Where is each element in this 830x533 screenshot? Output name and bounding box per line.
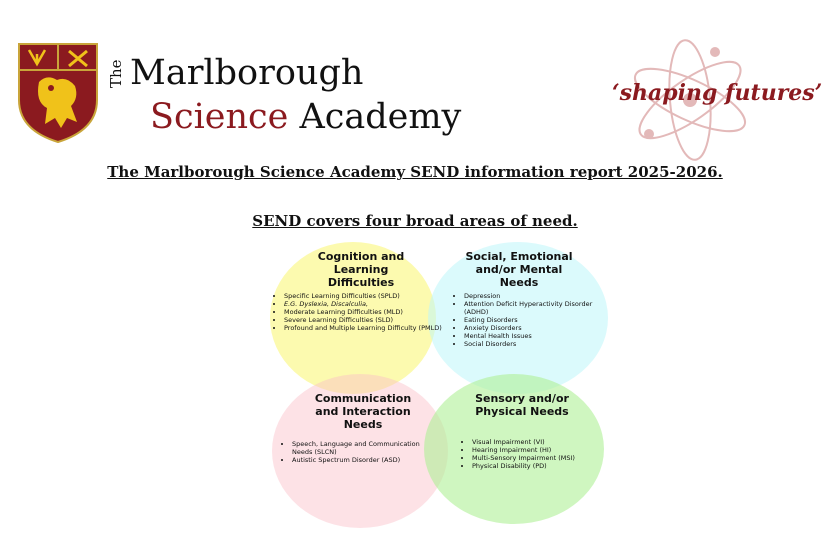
list-item: • Attention Deficit Hyperactivity Disorder (ADHD) (464, 300, 604, 316)
list-item: • Multi-Sensory Impairment (MSI) (472, 454, 612, 462)
social-list (452, 292, 604, 348)
list-item: • Moderate Learning Difficulties (MLD) (284, 308, 444, 316)
cognition-title: Cognition and Learning Difficulties (317, 250, 405, 289)
list-item: • Mental Health Issues (464, 332, 604, 340)
list-item: • Visual Impairment (VI) (472, 438, 612, 446)
communication-list (280, 440, 442, 464)
sensory-title: Sensory and/or Physical Needs (475, 392, 569, 418)
list-item: • Eating Disorders (464, 316, 604, 324)
school-crest-icon (17, 42, 99, 144)
school-name-line1: Marlborough (130, 53, 364, 93)
subtitle: SEND covers four broad areas of need. (252, 212, 578, 230)
school-name-science: Science (150, 97, 289, 137)
list-item: • Physical Disability (PD) (472, 462, 612, 470)
list-item: • Speech, Language and Communication Needs (SLCN) (292, 440, 442, 456)
send-needs-venn-diagram (258, 234, 614, 528)
cognition-list (272, 292, 444, 332)
list-item: • Specific Learning Difficulties (SPLD) (284, 292, 444, 300)
list-item: • Autistic Spectrum Disorder (ASD) (292, 456, 442, 464)
school-name-academy: Academy (288, 97, 462, 137)
report-title: The Marlborough Science Academy SEND information report 2025-2026. (107, 163, 723, 181)
school-name-line2 (150, 96, 461, 138)
communication-title: Communication and Interaction Needs (314, 392, 412, 431)
list-item: • Severe Learning Difficulties (SLD) (284, 316, 444, 324)
sensory-list (460, 438, 612, 470)
list-item: • Hearing Impairment (HI) (472, 446, 612, 454)
school-name-prefix: The (107, 59, 125, 88)
list-item: • E.G. Dyslexia, Discalculia, (284, 300, 444, 308)
list-item: • Social Disorders (464, 340, 604, 348)
list-item: • Depression (464, 292, 604, 300)
social-title: Social, Emotional and/or Mental Needs (465, 250, 573, 289)
list-item: • Profound and Multiple Learning Difficulty (PMLD) (284, 324, 444, 332)
list-item: • Anxiety Disorders (464, 324, 604, 332)
tagline: ‘shaping futures’ (612, 80, 823, 106)
